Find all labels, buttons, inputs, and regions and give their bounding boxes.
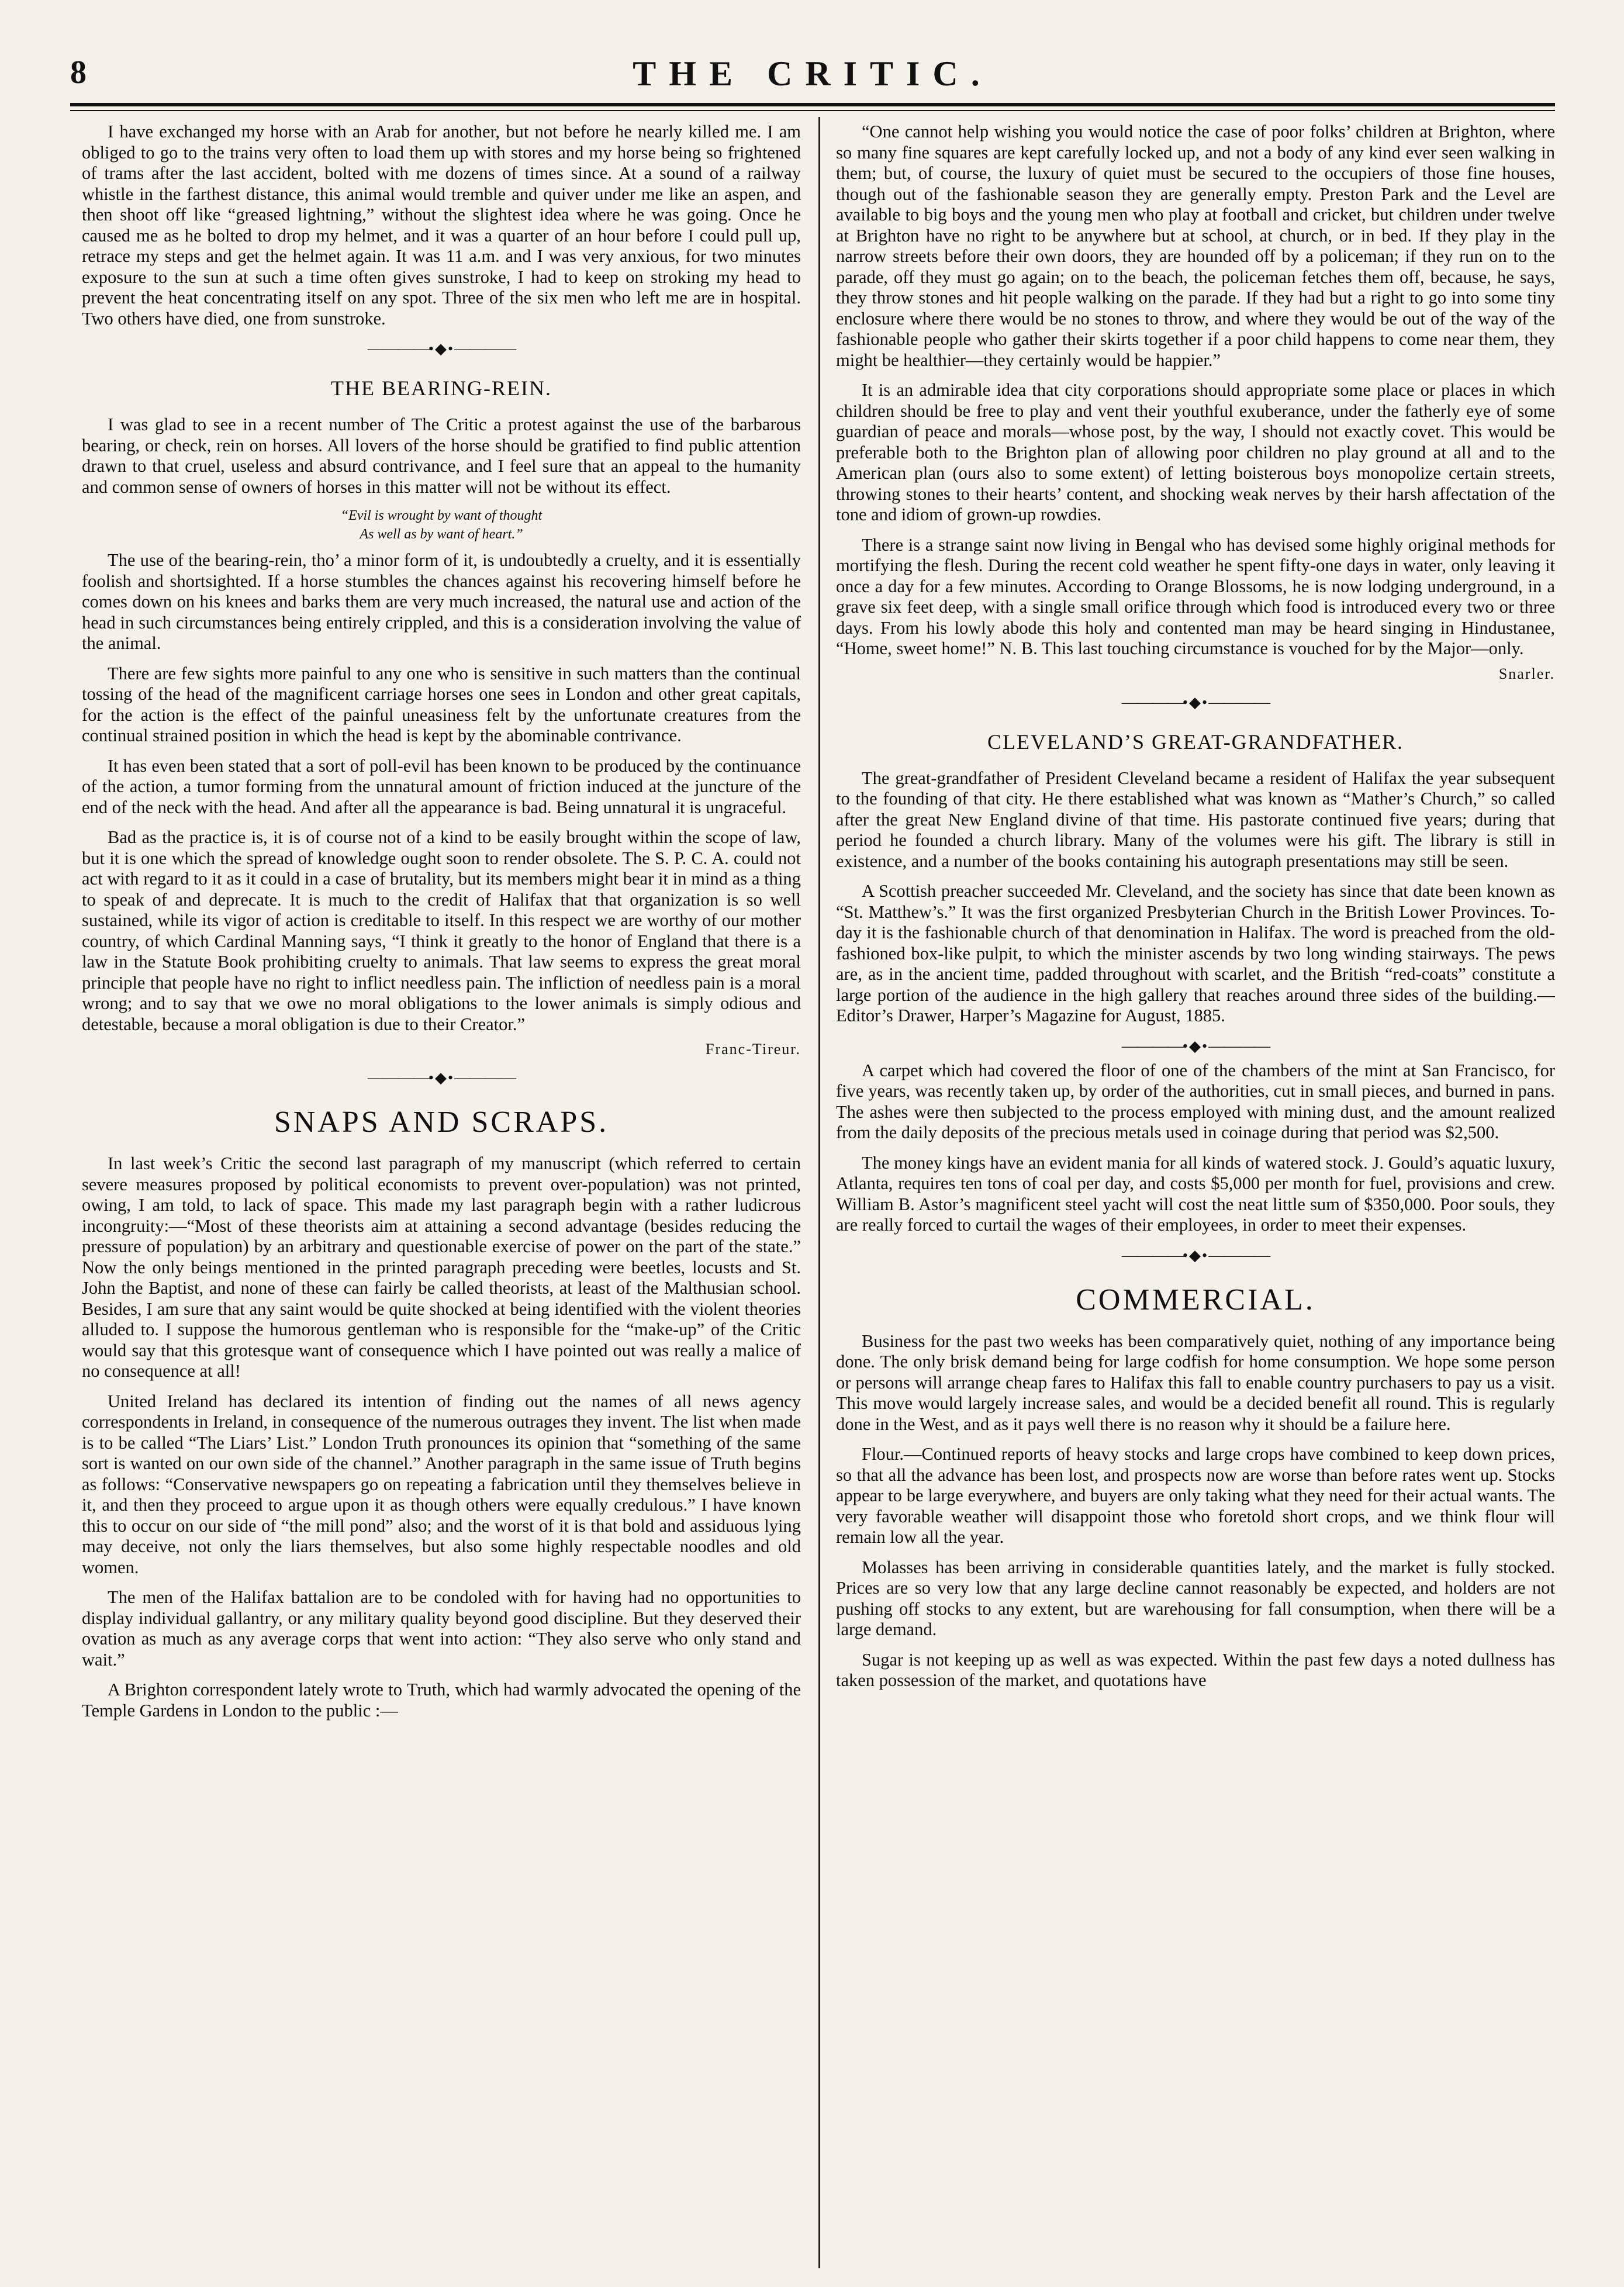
article-paragraph: The money kings have an evident mania for all kinds of watered stock. J. Gould’s aquatic luxury, Atlanta, requires ten tons of coal per day, and costs $5,000 per month for fuel, provisions and crew. William B. Astor’s magnificent steel yacht will cost the neat little sum of $350,000. Poor souls, they are really forced to curtail the wages of their employees, in order to meet their expenses. xyxy=(836,1152,1555,1235)
section-ornament: ———— •◆• ———— xyxy=(836,1037,1555,1056)
article-paragraph: Flour.—Continued reports of heavy stocks and large crops have combined to keep down prices, so that all the advance has been lost, and prospects now are worse than before rates went up. Stocks appear to be large everywhere, and buyers are only taking what they need for their actual wants. The very favorable weather will disappoint those who foretold short crops, and we think flour will remain low all the year. xyxy=(836,1444,1555,1547)
section-ornament: ———— •◆• ———— xyxy=(82,340,801,358)
section-ornament: ———— •◆• ———— xyxy=(82,1069,801,1087)
column-divider xyxy=(818,117,820,2268)
article-paragraph: It is an admirable idea that city corporations should appropriate some place or places in which children should be free to play and vent their youthful exuberance, under the fatherly eye of some guardian of peace and morals—whose post, by the way, I should not exactly covet. This would be preferable both to the Brighton plan of allowing poor children no play ground at all and to the American plan (ours also to some extent) of letting boisterous boys monopolize certain streets, throwing stones to their hearts’ content, and shocking weak nerves by their harsh affectation of the tone and idiom of grown-up rowdies. xyxy=(836,380,1555,524)
section-title-snaps-and-scraps: SNAPS AND SCRAPS. xyxy=(274,1106,609,1139)
header-rule-thin xyxy=(70,110,1555,111)
article-paragraph: United Ireland has declared its intention of finding out the names of all news agency correspondents in Ireland, in consequence of the numerous outrages they invent. The list when made is to be called “The Liars’ List.” London Truth pronounces its opinion that “something of the same sort is wanted on our own side of the channel.” Another paragraph in the same issue of Truth begins as follows: “Conservative newspapers go on repeating a fabrication until they themselves believe in it, and then they proceed to argue upon it as though others were equally credulous.” I have known this to occur on our side of “the mill pond” also; and the worst of it is that bold and assiduous lying may deceive, not only the liars themselves, but also some highly respectable noodles and old women. xyxy=(82,1391,801,1577)
article-paragraph: The men of the Halifax battalion are to be condoled with for having had no opportunities to display individual gallantry, or any military quality beyond good discipline. But they deserved their ovation as much as any average corps that went into action: “They also serve who only stand and wait.” xyxy=(82,1587,801,1670)
article-paragraph: Molasses has been arriving in considerable quantities lately, and the market is fully stocked. Prices are so very low that any large decline cannot reasonably be expected, and holders are not pushing off stocks to any extent, but are warehousing for fall consumption, when there will be a large demand. xyxy=(836,1557,1555,1639)
article-paragraph: A Brighton correspondent lately wrote to Truth, which had warmly advocated the opening of the Temple Gardens in London to the public :— xyxy=(82,1680,801,1721)
section-title-commercial: COMMERCIAL. xyxy=(1076,1283,1315,1317)
page-number: 8 xyxy=(70,54,87,91)
masthead-title: THE CRITIC. xyxy=(633,54,993,93)
quote-line: As well as by want of heart.” xyxy=(360,527,523,542)
article-paragraph: A Scottish preacher succeeded Mr. Cleveland, and the society has since that date been known as “St. Matthew’s.” It was the first organized Presbyterian Church in the British Lower Provinces. To-day it is the fashionable church of that denomination in Halifax. The word is preached from the old-fashioned box-like pulpit, to which the minister ascends by two long winding stairways. The pews are, as in the ancient time, padded throughout with scarlet, and the British “red-coats” constitute a large portion of the audience in the high gallery that reaches around three sides of the building.—Editor’s Drawer, Harper’s Magazine for August, 1885. xyxy=(836,881,1555,1025)
article-paragraph: Bad as the practice is, it is of course not of a kind to be easily brought within the scope of law, but it is one which the spread of knowledge ought soon to render obsolete. The S. P. C. A. could not act with regard to it as it could in a case of brutality, but its members might bear it in mind as a thing to speak of and deprecate. It is much to the credit of Halifax that that organization is so well sustained, while its vigor of action is creditable to itself. In this respect we are worthy of our mother country, of which Cardinal Manning says, “I think it greatly to the honor of England that there is a law in the Statute Book prohibiting cruelty to animals. That law seems to express the great moral principle that people have no right to inflict needless pain. The infliction of needless pain is a moral wrong; and to say that we owe no moral obligations to the lower animals is simply odious and detestable, because a moral obligation is due to their Creator.” xyxy=(82,827,801,1034)
section-ornament: ———— •◆• ———— xyxy=(836,1246,1555,1265)
header-rule-thick xyxy=(70,103,1555,106)
article-paragraph: The great-grandfather of President Cleveland became a resident of Halifax the year subsequent to the founding of that city. He there established what was known as “Mather’s Church,” so called after the great New England divine of that time. His pastorate continued five years; during that period he founded a church library. Many of the volumes were his gift. The library is still in existence, and a number of the books containing his autograph presentations may still be seen. xyxy=(836,768,1555,871)
quote-line: “Evil is wrought by want of thought xyxy=(340,508,543,523)
article-paragraph: I was glad to see in a recent number of The Critic a protest against the use of the barbarous bearing, or check, rein on horses. All lovers of the horse should be gratified to find public attention drawn to that cruel, useless and absurd contrivance, and I feel sure that an appeal to the humanity and common sense of owners of horses in this matter will not be without its effect. xyxy=(82,414,801,497)
author-signature: Snarler. xyxy=(1498,665,1555,682)
section-title-bearing-rein: THE BEARING-REIN. xyxy=(331,376,552,400)
right-column xyxy=(836,122,1555,2261)
article-paragraph: “One cannot help wishing you would notice the case of poor folks’ children at Brighton, where so many fine squares are kept carefully locked up, and not a body of any kind ever seen walking in them; but, of course, the luxury of quiet must be secured to the occupiers of those fine houses, though out of the fashionable season they are generally empty. Preston Park and the Level are available to big boys and the young men who play at football and cricket, but children under twelve at Brighton have no right to be anywhere but at school, at church, or in bed. If they play in the narrow streets before their own doors, they are hounded off by a policeman; if they run on to the parade, off they must go again; on to the beach, the policeman fetches them off, because, he says, they throw stones and hit people walking on the parade. If they had but a right to go into some tiny enclosure where there would be no stones to throw, and where they would be out of the way of the fashionable people who gather their skirts together if a poor child happens to come near them, they might be healthier—they certainly would be happier.” xyxy=(836,122,1555,370)
article-paragraph: There are few sights more painful to any one who is sensitive in such matters than the continual tossing of the head of the magnificent carriage horses one sees in London and other great capitals, for the action is the effect of the painful uneasiness felt by the unfortunate creatures from the continual strained position in which the head is kept by the abominable contrivance. xyxy=(82,663,801,745)
section-ornament: ———— •◆• ———— xyxy=(836,693,1555,712)
article-paragraph: Sugar is not keeping up as well as was expected. Within the past few days a noted dullness has taken possession of the market, and quotations have xyxy=(836,1649,1555,1690)
article-paragraph: A carpet which had covered the floor of one of the chambers of the mint at San Francisco, for five years, was recently taken up, by order of the authorities, cut in small pieces, and burned in pans. The ashes were then subjected to the process employed with mining dust, and the amount realized from the daily deposits of the precious metals used in coinage during that period was $2,500. xyxy=(836,1060,1555,1142)
section-title-cleveland: CLEVELAND’S GREAT-GRANDFATHER. xyxy=(987,730,1404,754)
author-signature: Franc-Tireur. xyxy=(706,1041,801,1058)
article-paragraph: The use of the bearing-rein, tho’ a minor form of it, is undoubtedly a cruelty, and it is essentially foolish and shortsighted. If a horse stumbles the chances against his recovering himself before he comes down on his knees and barks them are very much increased, the natural use and action of the head in such circumstances being entirely crippled, and this is a consideration involving the value of the animal. xyxy=(82,550,801,653)
page-header xyxy=(70,54,1555,95)
article-paragraph: In last week’s Critic the second last paragraph of my manuscript (which referred to certain severe measures proposed by political economists to prevent over-population) was not printed, owing, I am told, to lack of space. This made my last paragraph begin with a rather ludicrous incongruity:—“Most of these theorists aim at attaining a second advantage (besides reducing the pressure of population) by an arbitrary and questionable exercise of power on the part of the state.” Now the only beings mentioned in the printed paragraph preceding were beetles, locusts and St. John the Baptist, and none of these can fairly be called theorists, at least of the Malthusian school. Besides, I am sure that any saint would be quite shocked at being identified with the violent theories alluded to. I suppose the humorous gentleman who is responsible for the “make-up” of the Critic would say that this grotesque want of consequence which I have pointed out was really a malice of no consequence at all! xyxy=(82,1153,801,1381)
article-paragraph: There is a strange saint now living in Bengal who has devised some highly original methods for mortifying the flesh. During the recent cold weather he spent fifty-one days in water, only leaving it once a day for a few minutes. According to Orange Blossoms, he is now lodging underground, in a grave six feet deep, with a single small orifice through which food is introduced every two or three days. From his lowly abode this holy and contented man may be heard singing in Hindustanee, “Home, sweet home!” N. B. This last touching circumstance is vouched for by the Major—only. xyxy=(836,534,1555,658)
article-paragraph: I have exchanged my horse with an Arab for another, but not before he nearly killed me. I am obliged to go to the trains very often to load them up with stores and my horse being so frightened of trams after the last accident, bolted with me dozens of times since. At a sound of a railway whistle in the farthest distance, this animal would tremble and quiver under me like an aspen, and then shoot off like “greased lightning,” without the slightest idea where he was going. Once he caused me as he bolted to drop my helmet, and it was a quarter of an hour before I could pull up, retrace my steps and get the helmet again. It was 11 a.m. and I was very anxious, for two minutes exposure to the sun at such a time often gives sunstroke, I had to keep on stroking my head to prevent the heat concentrating itself on any spot. Three of the six men who left me are in hospital. Two others have died, one from sunstroke. xyxy=(82,122,801,329)
article-paragraph: It has even been stated that a sort of poll-evil has been known to be produced by the continuance of the action, a tumor forming from the unnatural amount of friction induced at the juncture of the end of the neck with the head. And after all the appearance is bad. Being unnatural it is ungraceful. xyxy=(82,755,801,817)
article-paragraph: Business for the past two weeks has been comparatively quiet, nothing of any importance being done. The only brisk demand being for large codfish for home consumption. We hope some person or persons will arrange cheap fares to Halifax this fall to enable country purchasers to pay us a visit. This move would largely increase sales, and would be a decided benefit all round. This is regularly done in the West, and as it pays well there is no reason why it should be a failure here. xyxy=(836,1331,1555,1434)
left-column xyxy=(82,122,801,2261)
